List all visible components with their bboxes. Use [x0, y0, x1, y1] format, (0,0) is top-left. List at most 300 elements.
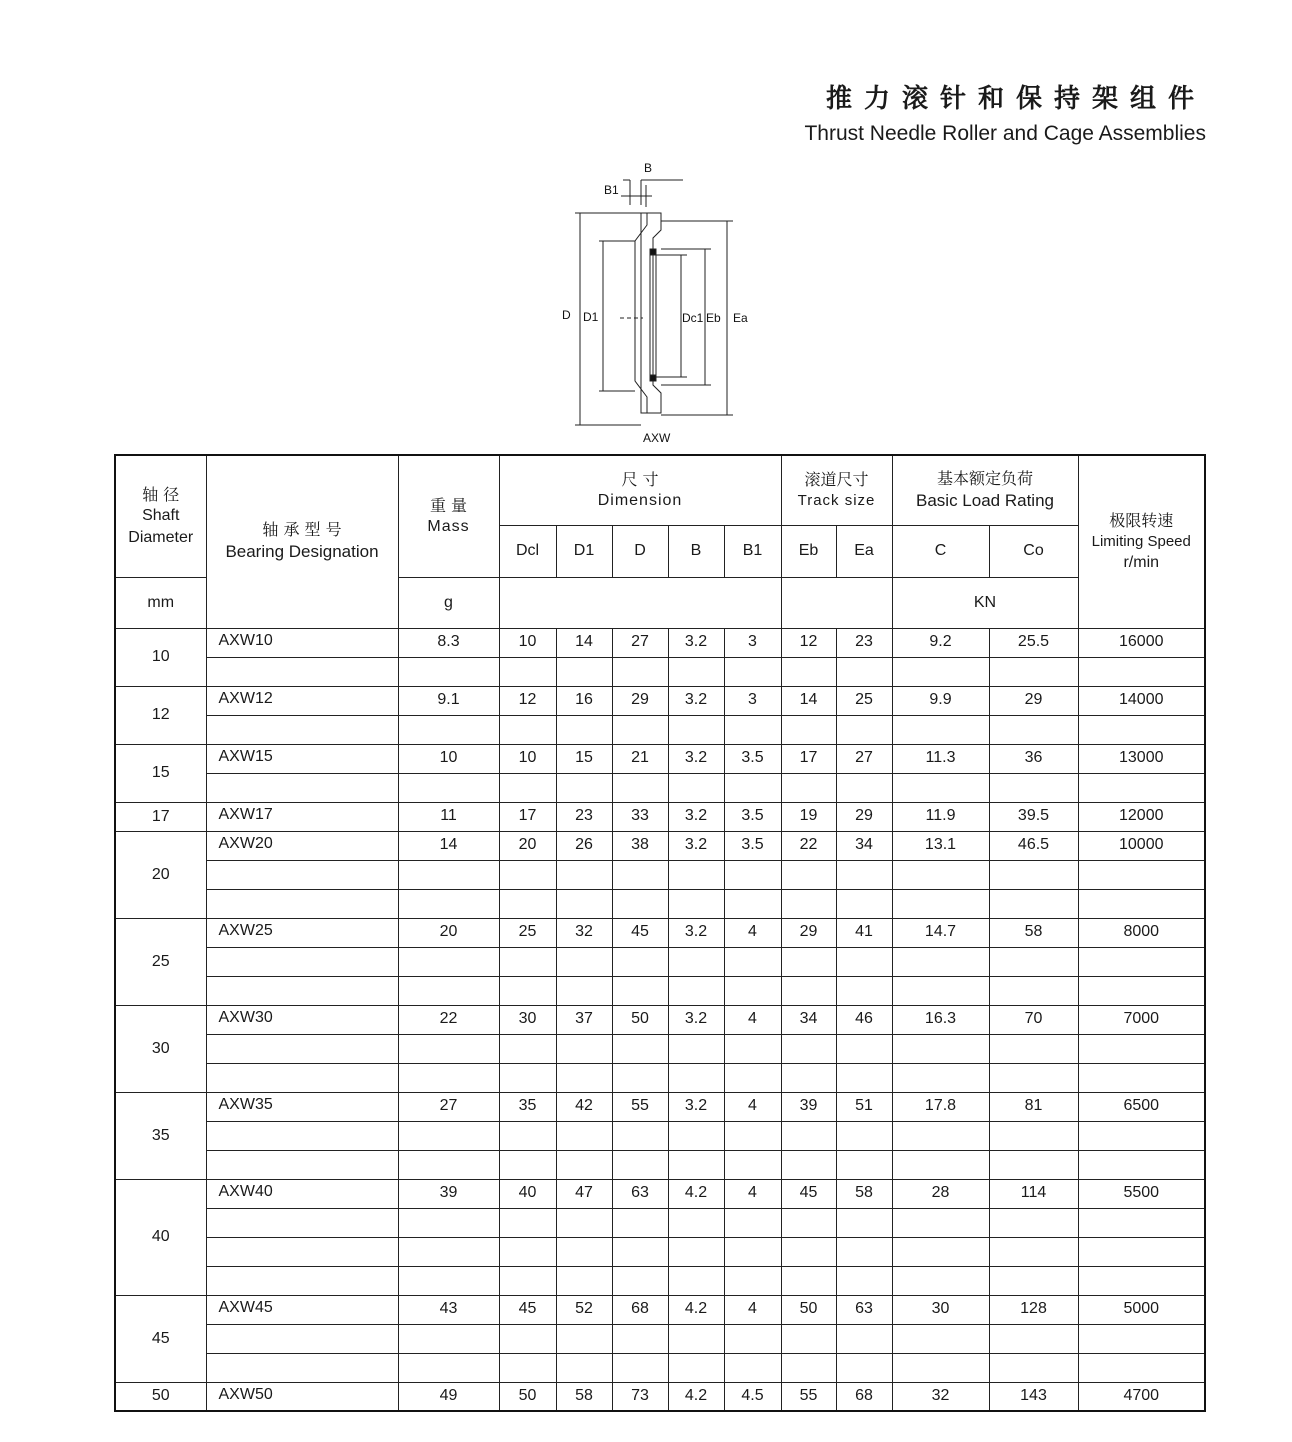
cell-empty: [398, 1150, 499, 1179]
cell-empty: [1078, 715, 1205, 744]
cell-empty: [668, 1266, 724, 1295]
cell-designation: AXW15: [206, 744, 398, 773]
cell-d1: 26: [556, 831, 612, 860]
cell-empty: [1078, 976, 1205, 1005]
cell-shaft: 45: [115, 1295, 206, 1382]
cell-b1: 4: [724, 1295, 781, 1324]
cell-empty: [836, 715, 892, 744]
diagram-caption: AXW: [643, 431, 671, 445]
cell-empty: [668, 1237, 724, 1266]
cell-empty: [556, 773, 612, 802]
cell-mass: 43: [398, 1295, 499, 1324]
cell-empty: [556, 1208, 612, 1237]
cell-empty: [836, 889, 892, 918]
cell-co: 58: [989, 918, 1078, 947]
cell-dcl: 17: [499, 802, 556, 831]
cell-d1: 52: [556, 1295, 612, 1324]
cell-empty: [1078, 1324, 1205, 1353]
table-row: [115, 918, 1205, 947]
cell-empty: [892, 1034, 989, 1063]
cell-ea: 25: [836, 686, 892, 715]
unit-mass: g: [398, 577, 499, 628]
cell-empty: [1078, 1034, 1205, 1063]
cell-shaft: 35: [115, 1092, 206, 1179]
cell-b: 4.2: [668, 1382, 724, 1411]
cell-shaft: 12: [115, 686, 206, 744]
cell-empty: [781, 1266, 836, 1295]
cell-designation: AXW35: [206, 1092, 398, 1121]
cell-c: 16.3: [892, 1005, 989, 1034]
cell-empty: [499, 1353, 556, 1382]
unit-track: [781, 577, 892, 628]
cell-empty: [781, 1121, 836, 1150]
cell-empty: [892, 860, 989, 889]
cell-empty: [206, 976, 398, 1005]
cell-dcl: 35: [499, 1092, 556, 1121]
header-col-b1: B1: [724, 525, 781, 577]
cell-empty: [668, 1121, 724, 1150]
cell-empty: [892, 1266, 989, 1295]
cell-dcl: 12: [499, 686, 556, 715]
cell-empty: [1078, 947, 1205, 976]
cell-empty: [1078, 1150, 1205, 1179]
cell-empty: [892, 1208, 989, 1237]
cell-empty: [892, 773, 989, 802]
cell-ea: 23: [836, 628, 892, 657]
cell-empty: [499, 1266, 556, 1295]
cell-empty: [499, 889, 556, 918]
diagram-label-b1: B1: [604, 183, 619, 197]
cell-empty: [1078, 1237, 1205, 1266]
cell-designation: AXW40: [206, 1179, 398, 1208]
unit-dimension: [499, 577, 781, 628]
cell-designation: AXW12: [206, 686, 398, 715]
table-row-blank: [115, 947, 1205, 976]
diagram-label-d: D: [562, 308, 571, 322]
cell-empty: [781, 1324, 836, 1353]
table-row-blank: [115, 1237, 1205, 1266]
cell-empty: [398, 1237, 499, 1266]
cell-empty: [781, 1353, 836, 1382]
header-col-co: Co: [989, 525, 1078, 577]
cell-c: 9.9: [892, 686, 989, 715]
cell-mass: 14: [398, 831, 499, 860]
cell-empty: [781, 1208, 836, 1237]
cell-c: 30: [892, 1295, 989, 1324]
cell-mass: 11: [398, 802, 499, 831]
cell-empty: [668, 889, 724, 918]
cell-dcl: 20: [499, 831, 556, 860]
cell-empty: [1078, 860, 1205, 889]
header-col-d1: D1: [556, 525, 612, 577]
cell-empty: [724, 773, 781, 802]
cell-empty: [1078, 1208, 1205, 1237]
cell-empty: [398, 1121, 499, 1150]
cell-dcl: 40: [499, 1179, 556, 1208]
cell-empty: [398, 1324, 499, 1353]
cell-speed: 12000: [1078, 802, 1205, 831]
header-col-eb: Eb: [781, 525, 836, 577]
cell-empty: [206, 1266, 398, 1295]
cell-d: 68: [612, 1295, 668, 1324]
cell-co: 46.5: [989, 831, 1078, 860]
cell-empty: [724, 1150, 781, 1179]
cell-d1: 23: [556, 802, 612, 831]
cell-empty: [206, 715, 398, 744]
cell-co: 39.5: [989, 802, 1078, 831]
cell-d: 33: [612, 802, 668, 831]
cell-mass: 10: [398, 744, 499, 773]
cell-co: 128: [989, 1295, 1078, 1324]
cell-empty: [499, 1034, 556, 1063]
cell-speed: 6500: [1078, 1092, 1205, 1121]
cell-empty: [206, 1237, 398, 1266]
cell-c: 28: [892, 1179, 989, 1208]
cell-eb: 55: [781, 1382, 836, 1411]
cell-empty: [556, 976, 612, 1005]
cell-empty: [724, 1121, 781, 1150]
cell-empty: [892, 889, 989, 918]
cell-empty: [668, 1150, 724, 1179]
cell-empty: [612, 889, 668, 918]
cell-empty: [612, 1121, 668, 1150]
header-col-ea: Ea: [836, 525, 892, 577]
cell-c: 9.2: [892, 628, 989, 657]
cell-b1: 4.5: [724, 1382, 781, 1411]
cell-empty: [398, 860, 499, 889]
header-limiting-speed: 极限转速 Limiting Speed r/min: [1078, 455, 1205, 628]
page-title-en: Thrust Needle Roller and Cage Assemblies: [804, 122, 1206, 145]
diagram-label-ea: Ea: [733, 311, 748, 325]
table-row-blank: [115, 1063, 1205, 1092]
cell-empty: [668, 1063, 724, 1092]
table-row: [115, 802, 1205, 831]
cell-empty: [892, 976, 989, 1005]
cell-empty: [206, 947, 398, 976]
cell-empty: [556, 947, 612, 976]
cell-b: 3.2: [668, 802, 724, 831]
cell-empty: [724, 1208, 781, 1237]
cell-co: 36: [989, 744, 1078, 773]
cell-d1: 14: [556, 628, 612, 657]
cell-empty: [206, 1121, 398, 1150]
cell-speed: 5500: [1078, 1179, 1205, 1208]
cell-b1: 3: [724, 686, 781, 715]
cell-empty: [398, 1063, 499, 1092]
cell-empty: [989, 773, 1078, 802]
cell-designation: AXW30: [206, 1005, 398, 1034]
cell-empty: [989, 657, 1078, 686]
cell-empty: [398, 657, 499, 686]
cell-empty: [781, 860, 836, 889]
cell-ea: 51: [836, 1092, 892, 1121]
cell-empty: [989, 1121, 1078, 1150]
cell-empty: [556, 860, 612, 889]
cell-d: 50: [612, 1005, 668, 1034]
cell-empty: [612, 657, 668, 686]
table-row-blank: [115, 715, 1205, 744]
cell-ea: 41: [836, 918, 892, 947]
cell-empty: [892, 1237, 989, 1266]
table-row: [115, 744, 1205, 773]
cell-c: 11.3: [892, 744, 989, 773]
cell-dcl: 10: [499, 628, 556, 657]
cell-empty: [556, 1121, 612, 1150]
cell-empty: [499, 976, 556, 1005]
cell-speed: 8000: [1078, 918, 1205, 947]
cell-b: 3.2: [668, 1092, 724, 1121]
cell-empty: [836, 1237, 892, 1266]
table-row-blank: [115, 1150, 1205, 1179]
cell-d1: 37: [556, 1005, 612, 1034]
cell-empty: [836, 1353, 892, 1382]
cell-empty: [206, 657, 398, 686]
cell-empty: [499, 1324, 556, 1353]
cell-dcl: 25: [499, 918, 556, 947]
table-row-blank: [115, 1266, 1205, 1295]
header-basic-load-rating: 基本额定负荷 Basic Load Rating: [892, 455, 1078, 525]
cell-empty: [989, 715, 1078, 744]
cell-b: 3.2: [668, 918, 724, 947]
cell-empty: [668, 1208, 724, 1237]
cell-d: 55: [612, 1092, 668, 1121]
diagram-label-d1: D1: [583, 310, 599, 324]
cell-designation: AXW50: [206, 1382, 398, 1411]
unit-load: KN: [892, 577, 1078, 628]
table-row-blank: [115, 657, 1205, 686]
cell-empty: [989, 860, 1078, 889]
cell-d: 21: [612, 744, 668, 773]
cell-empty: [724, 1266, 781, 1295]
cell-shaft: 40: [115, 1179, 206, 1295]
cell-dcl: 50: [499, 1382, 556, 1411]
cell-empty: [989, 1150, 1078, 1179]
cell-empty: [556, 1237, 612, 1266]
cell-empty: [206, 1150, 398, 1179]
cell-empty: [612, 947, 668, 976]
cell-empty: [398, 715, 499, 744]
cell-b1: 3: [724, 628, 781, 657]
cell-empty: [556, 1034, 612, 1063]
cell-c: 11.9: [892, 802, 989, 831]
cell-co: 25.5: [989, 628, 1078, 657]
page-title-cn: 推力滚针和保持架组件: [825, 84, 1206, 114]
cell-empty: [1078, 1353, 1205, 1382]
header-col-c: C: [892, 525, 989, 577]
bearing-cross-section-diagram: [555, 155, 765, 450]
table-row-blank: [115, 889, 1205, 918]
cell-empty: [499, 1150, 556, 1179]
diagram-label-dc1: Dc1: [682, 311, 704, 325]
cell-empty: [668, 947, 724, 976]
cell-empty: [1078, 1121, 1205, 1150]
cell-co: 114: [989, 1179, 1078, 1208]
cell-empty: [781, 715, 836, 744]
header-bearing-designation: 轴 承 型 号 Bearing Designation: [206, 455, 398, 628]
cell-empty: [836, 1121, 892, 1150]
cell-designation: AXW10: [206, 628, 398, 657]
cell-b1: 3.5: [724, 831, 781, 860]
cell-empty: [836, 860, 892, 889]
cell-empty: [1078, 1266, 1205, 1295]
header-track-size: 滚道尺寸 Track size: [781, 455, 892, 525]
table-row: [115, 1179, 1205, 1208]
cell-empty: [398, 1266, 499, 1295]
cell-empty: [398, 976, 499, 1005]
cell-empty: [781, 889, 836, 918]
cell-empty: [1078, 1063, 1205, 1092]
cell-empty: [206, 1208, 398, 1237]
cell-speed: 14000: [1078, 686, 1205, 715]
cell-co: 81: [989, 1092, 1078, 1121]
cell-empty: [612, 1237, 668, 1266]
cell-empty: [724, 1063, 781, 1092]
cell-empty: [206, 1063, 398, 1092]
cell-empty: [668, 1353, 724, 1382]
table-row-blank: [115, 1121, 1205, 1150]
cell-c: 13.1: [892, 831, 989, 860]
cell-dcl: 30: [499, 1005, 556, 1034]
cell-empty: [1078, 773, 1205, 802]
cell-eb: 45: [781, 1179, 836, 1208]
cell-empty: [892, 947, 989, 976]
cell-d1: 32: [556, 918, 612, 947]
cell-empty: [612, 860, 668, 889]
cell-b1: 3.5: [724, 802, 781, 831]
table-row: [115, 1382, 1205, 1411]
cell-d: 45: [612, 918, 668, 947]
cell-empty: [892, 657, 989, 686]
cell-empty: [499, 715, 556, 744]
cell-d1: 16: [556, 686, 612, 715]
cell-empty: [836, 1063, 892, 1092]
cell-mass: 20: [398, 918, 499, 947]
table-row: [115, 628, 1205, 657]
cell-empty: [781, 1237, 836, 1266]
cell-empty: [989, 976, 1078, 1005]
cell-empty: [989, 1034, 1078, 1063]
cell-b: 3.2: [668, 831, 724, 860]
cell-mass: 49: [398, 1382, 499, 1411]
cell-empty: [398, 889, 499, 918]
cell-empty: [499, 657, 556, 686]
cell-shaft: 17: [115, 802, 206, 831]
cell-empty: [724, 947, 781, 976]
cell-speed: 16000: [1078, 628, 1205, 657]
cell-empty: [892, 1353, 989, 1382]
cell-ea: 68: [836, 1382, 892, 1411]
cell-empty: [499, 860, 556, 889]
cell-empty: [781, 1034, 836, 1063]
cell-empty: [612, 1034, 668, 1063]
cell-empty: [612, 1324, 668, 1353]
cell-eb: 50: [781, 1295, 836, 1324]
cell-empty: [836, 657, 892, 686]
cell-empty: [781, 1150, 836, 1179]
header-col-d: D: [612, 525, 668, 577]
cell-b: 4.2: [668, 1179, 724, 1208]
cell-empty: [556, 889, 612, 918]
cell-empty: [989, 889, 1078, 918]
cell-empty: [892, 1324, 989, 1353]
cell-empty: [206, 860, 398, 889]
cell-empty: [668, 657, 724, 686]
cell-d: 29: [612, 686, 668, 715]
cell-empty: [989, 1266, 1078, 1295]
cell-empty: [1078, 889, 1205, 918]
cell-ea: 34: [836, 831, 892, 860]
cell-b1: 4: [724, 1005, 781, 1034]
table-row: [115, 1092, 1205, 1121]
cell-empty: [892, 1150, 989, 1179]
table-row: [115, 831, 1205, 860]
cell-empty: [499, 1121, 556, 1150]
table-row: [115, 686, 1205, 715]
cell-empty: [668, 715, 724, 744]
cell-empty: [499, 1208, 556, 1237]
cell-empty: [668, 773, 724, 802]
cell-empty: [836, 1034, 892, 1063]
cell-empty: [206, 773, 398, 802]
table-row-blank: [115, 1208, 1205, 1237]
table-row-blank: [115, 1034, 1205, 1063]
cell-d1: 47: [556, 1179, 612, 1208]
cell-empty: [724, 860, 781, 889]
cell-empty: [556, 1324, 612, 1353]
cell-b: 3.2: [668, 744, 724, 773]
cell-empty: [612, 1150, 668, 1179]
cell-ea: 46: [836, 1005, 892, 1034]
cell-mass: 8.3: [398, 628, 499, 657]
cell-d: 73: [612, 1382, 668, 1411]
cell-b: 3.2: [668, 1005, 724, 1034]
cell-d1: 42: [556, 1092, 612, 1121]
cell-shaft: 15: [115, 744, 206, 802]
cell-eb: 19: [781, 802, 836, 831]
cell-eb: 39: [781, 1092, 836, 1121]
cell-empty: [612, 1208, 668, 1237]
cell-empty: [612, 1353, 668, 1382]
cell-empty: [836, 1150, 892, 1179]
cell-empty: [612, 976, 668, 1005]
cell-empty: [724, 889, 781, 918]
cell-shaft: 50: [115, 1382, 206, 1411]
cell-c: 14.7: [892, 918, 989, 947]
cell-empty: [836, 1324, 892, 1353]
cell-mass: 27: [398, 1092, 499, 1121]
cell-empty: [398, 1034, 499, 1063]
spec-table-body: [115, 628, 1205, 1411]
cell-b1: 4: [724, 1179, 781, 1208]
cell-empty: [668, 860, 724, 889]
cell-empty: [836, 947, 892, 976]
cell-co: 29: [989, 686, 1078, 715]
cell-eb: 14: [781, 686, 836, 715]
spec-table: [114, 454, 1206, 1412]
cell-speed: 10000: [1078, 831, 1205, 860]
cell-eb: 29: [781, 918, 836, 947]
cell-empty: [989, 1324, 1078, 1353]
cell-speed: 5000: [1078, 1295, 1205, 1324]
cell-speed: 4700: [1078, 1382, 1205, 1411]
header-col-b: B: [668, 525, 724, 577]
cell-empty: [556, 1150, 612, 1179]
cell-empty: [989, 1063, 1078, 1092]
cell-empty: [836, 1208, 892, 1237]
cell-b: 3.2: [668, 686, 724, 715]
cell-mass: 9.1: [398, 686, 499, 715]
cell-shaft: 10: [115, 628, 206, 686]
